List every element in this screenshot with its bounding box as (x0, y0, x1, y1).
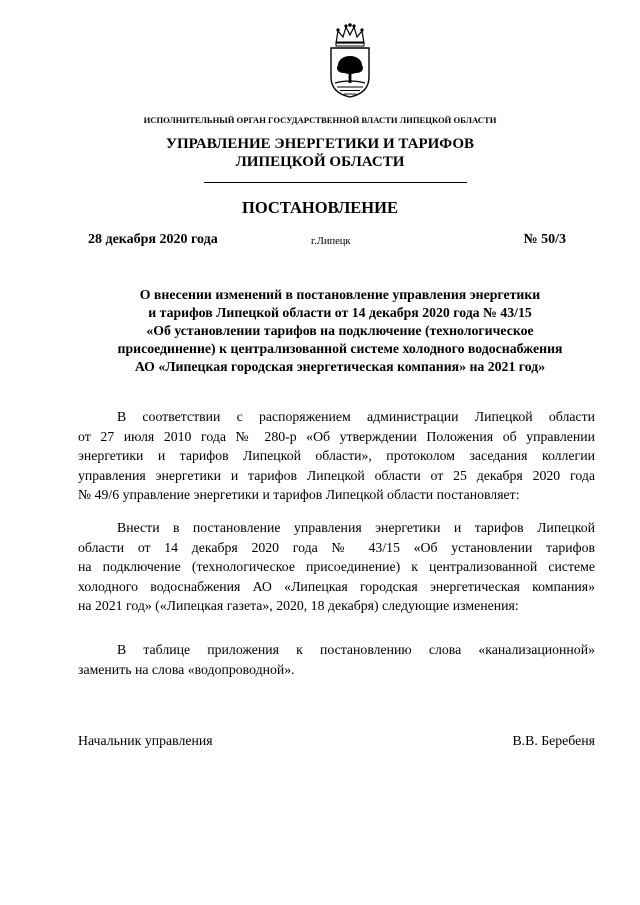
document-date: 28 декабря 2020 года (88, 232, 218, 247)
signature-position: Начальник управления (78, 733, 213, 748)
government-line: ИСПОЛНИТЕЛЬНЫЙ ОРГАН ГОСУДАРСТВЕННОЙ ВЛАСТИ ЛИПЕЦКОЙ ОБЛАСТИ (143, 115, 497, 125)
paragraph-line: холодного водоснабжения АО «Липецкая городская энергетическая компания» (78, 578, 595, 594)
paragraph-preamble (78, 407, 595, 505)
subject-line: АО «Липецкая городская энергетическая компания» на 2021 год» (134, 359, 546, 374)
coat-of-arms-icon (326, 23, 374, 99)
department-name (0, 135, 640, 171)
paragraph-line: на 2021 год» («Липецкая газета», 2020, 18 декабря) следующие изменения: (78, 598, 519, 614)
paragraph-line: В соответствии с распоряжением администрации Липецкой области (117, 409, 595, 424)
subject-line: присоединение) к централизованной системе холодного водоснабжения (117, 341, 563, 356)
paragraph-line: области от 14 декабря 2020 года № 43/15 «Об установлении тарифов (78, 539, 595, 555)
paragraph-line: № 49/6 управление энергетики и тарифов Липецкой области постановляет: (78, 487, 520, 503)
signature-name: В.В. Беребеня (512, 733, 595, 748)
subject-line: и тарифов Липецкой области от 14 декабря 2020 года № 43/15 (148, 305, 532, 320)
subject-line: «Об установлении тарифов на подключение (технологическое (146, 323, 534, 338)
paragraph-line: от 27 июля 2010 года № 280-р «Об утверждении Положения об управлении (78, 428, 595, 444)
paragraph-line: на подключение (технологическое присоединение) к централизованной системе (78, 559, 595, 575)
paragraph-line: заменить на слова «водопроводной». (78, 661, 295, 677)
department-line-1: УПРАВЛЕНИЕ ЭНЕРГЕТИКИ И ТАРИФОВ (165, 136, 475, 152)
header-divider (204, 182, 467, 183)
paragraph-line: энергетики и тарифов Липецкой области», протоколом заседания коллегии (78, 448, 595, 464)
paragraph-line: В таблице приложения к постановлению слова «канализационной» (117, 642, 595, 657)
department-line-2: ЛИПЕЦКОЙ ОБЛАСТИ (235, 154, 405, 170)
paragraph-change (78, 640, 595, 679)
document-type: ПОСТАНОВЛЕНИЕ (242, 198, 398, 217)
paragraph-amendment (78, 518, 595, 616)
document-subject (90, 286, 590, 376)
signature-block (78, 733, 595, 749)
paragraph-line: управления энергетики и тарифов Липецкой области от 25 декабря 2020 года (78, 467, 595, 483)
paragraph-line: Внести в постановление управления энергетики и тарифов Липецкой (117, 520, 595, 535)
document-number: № 50/3 (523, 232, 566, 247)
subject-line: О внесении изменений в постановление управления энергетики (139, 287, 541, 302)
document-city: г.Липецк (311, 236, 351, 247)
